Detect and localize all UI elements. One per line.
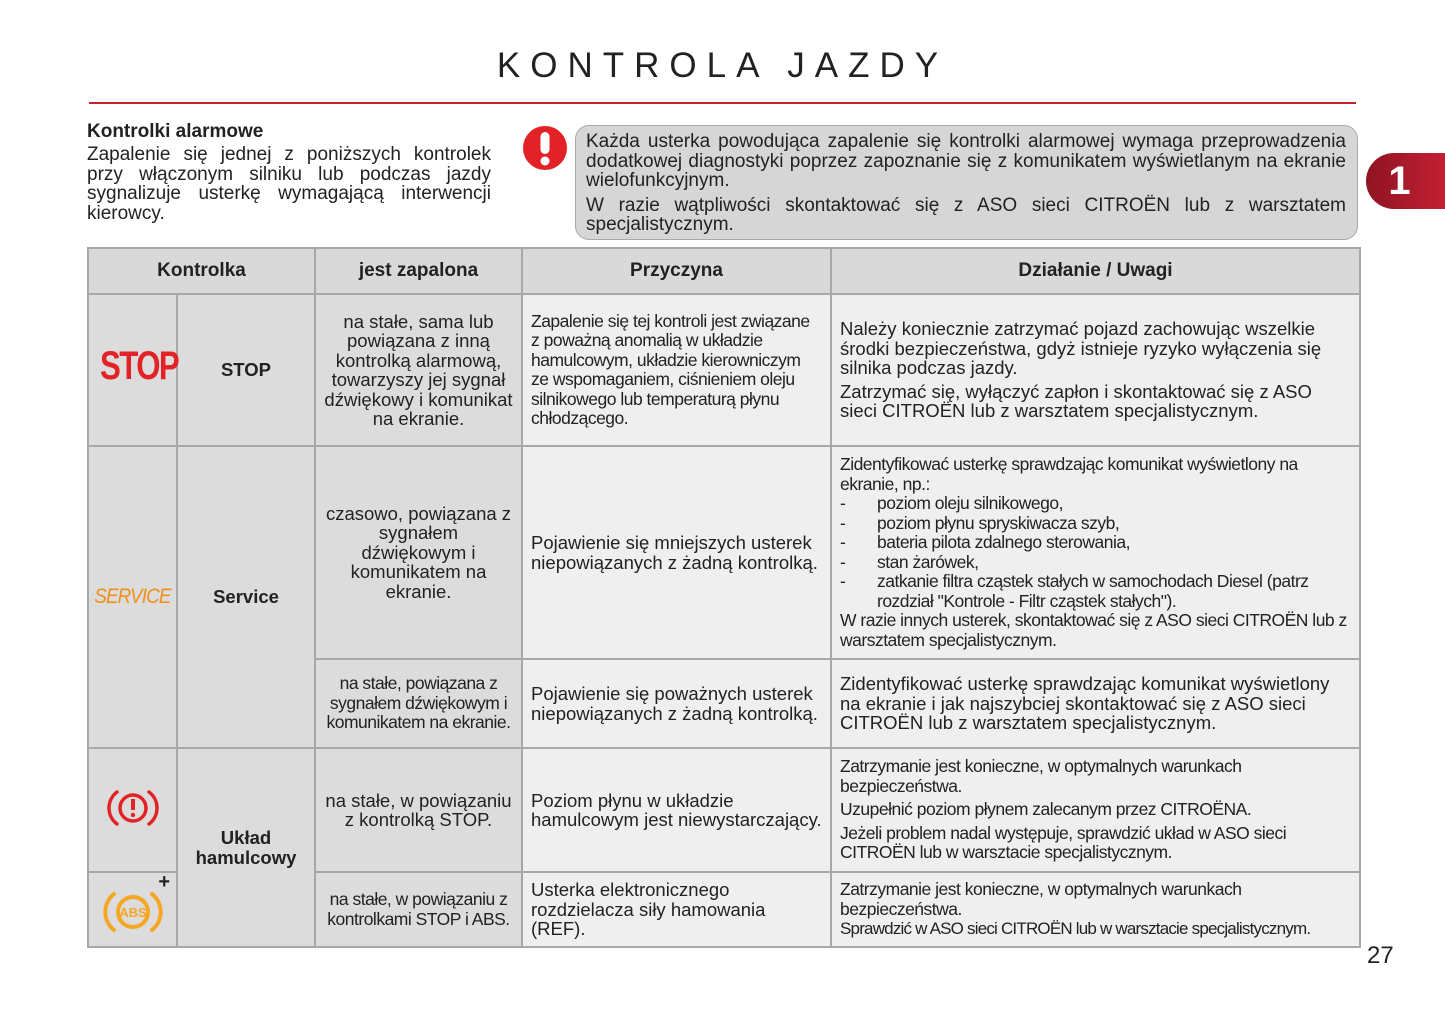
list-item: - zatkanie filtra cząstek stałych w samochodach Diesel (patrz rozdział "Kontrole - Filtr cząstek stałych"). <box>840 572 1351 611</box>
table-row-brake-fluid <box>88 748 1360 872</box>
header-jest-zapalona: jest zapalona <box>315 248 522 294</box>
header-kontrolka: Kontrolka <box>88 248 315 294</box>
brake-action-1c: Jeżeli problem nadal występuje, sprawdzić układ w ASO sieci CITROËN lub w warsztacie specjalistycznym. <box>840 822 1287 863</box>
service-lit-1: czasowo, powiązana z sygnałem dźwiękowym i komunikatem na ekranie. <box>315 446 522 659</box>
service-action-list <box>840 494 1351 611</box>
service-action-1 <box>831 446 1360 659</box>
brake-action-2a: Zatrzymanie jest konieczne, w optymalnych warunkach bezpieczeństwa. <box>840 879 1242 919</box>
service-icon-cell <box>88 446 177 748</box>
warning-note-box <box>575 125 1358 240</box>
chapter-number: 1 <box>1388 159 1411 203</box>
intro-body: Zapalenie się jednej z poniższych kontrolek przy włączonym silniku lub podczas jazdy sygnalizuje usterkę wymagającą interwencji kierowcy. <box>87 144 491 224</box>
page-title: KONTROLA JAZDY <box>496 46 949 85</box>
brake-cause-1: Poziom płynu w układzie hamulcowym jest niewystarczający. <box>522 748 831 872</box>
table-row-stop <box>88 294 1360 446</box>
exclamation-warning-icon <box>522 125 568 171</box>
chapter-tab[interactable] <box>1366 153 1445 209</box>
stop-action-2: Zatrzymać się, wyłączyć zapłon i skontaktować się z ASO sieci CITROËN lub z warsztatem specjalistycznym. <box>840 380 1312 422</box>
stop-lit: na stałe, sama lub powiązana z inną kontrolką alarmową, towarzyszy jej sygnał dźwiękowy i komunikat na ekranie. <box>315 294 522 446</box>
service-cause-2: Pojawienie się poważnych usterek niepowiązanych z żadną kontrolką. <box>522 659 831 748</box>
abs-warning-icon <box>103 889 163 935</box>
brake-cause-2: Usterka elektronicznego rozdzielacza siły hamowania (REF). <box>522 872 831 947</box>
stop-warning-icon: STOP <box>100 344 179 389</box>
brake-action-2b: Sprawdzić w ASO sieci CITROËN lub w warsztacie specjalistycznym. <box>840 919 1311 939</box>
page-number: 27 <box>1367 942 1394 969</box>
brake-action-1b: Uzupełnić poziom płynem zalecanym przez CITROËNA. <box>840 799 1252 820</box>
intro-heading: Kontrolki alarmowe <box>87 121 264 142</box>
title-divider <box>89 102 1356 104</box>
brake-action-1a: Zatrzymanie jest konieczne, w optymalnych warunkach bezpieczeństwa. <box>840 756 1242 796</box>
list-item: - poziom płynu spryskiwacza szyb, <box>840 514 1351 534</box>
list-item: - stan żarówek, <box>840 553 1351 573</box>
brake-lit-1: na stałe, w powiązaniu z kontrolką STOP. <box>315 748 522 872</box>
stop-action-1: Należy koniecznie zatrzymać pojazd zachowując wszelkie środki bezpieczeństwa, gdyż istnieje ryzyko wyłączenia się silnika podczas jazdy. <box>840 318 1322 379</box>
stop-action <box>831 294 1360 446</box>
header-przyczyna: Przyczyna <box>522 248 831 294</box>
abs-icon-cell <box>88 872 177 947</box>
service-lit-2: na stałe, powiązana z sygnałem dźwiękowym i komunikatem na ekranie. <box>315 659 522 748</box>
brake-icon-cell <box>88 748 177 872</box>
brake-action-1 <box>831 748 1360 872</box>
svg-text:ABS: ABS <box>118 904 147 920</box>
note-paragraph: Każda usterka powodująca zapalenie się kontrolki alarmowej wymaga przeprowadzenia dodatkowej diagnostyki poprzez zapoznanie się z komunikatem wyświetlanym na ekranie wielofunkcyjnym. <box>586 131 1346 191</box>
brake-name: Układ hamulcowy <box>177 748 315 947</box>
table-header-row <box>88 248 1360 294</box>
brake-action-2 <box>831 872 1360 947</box>
table-row-service-temporary <box>88 446 1360 659</box>
plus-sign: + <box>158 871 170 893</box>
service-name: Service <box>177 446 315 748</box>
service-action-2: Zidentyfikować usterkę sprawdzając komunikat wyświetlony na ekranie i jak najszybciej skontaktować się z ASO sieci CITROËN lub z warsztatem specjalistycznym. <box>831 659 1360 748</box>
note-paragraph: W razie wątpliwości skontaktować się z ASO sieci CITROËN lub z warsztatem specjalistycznym. <box>586 194 1346 235</box>
list-item: - poziom oleju silnikowego, <box>840 494 1351 514</box>
service-action-intro: Zidentyfikować usterkę sprawdzając komunikat wyświetlony na ekranie, np.: <box>840 454 1298 494</box>
brake-warning-icon <box>107 788 159 828</box>
service-cause-1: Pojawienie się mniejszych usterek niepowiązanych z żadną kontrolką. <box>522 446 831 659</box>
stop-name: STOP <box>177 294 315 446</box>
list-item: - bateria pilota zdalnego sterowania, <box>840 533 1351 553</box>
intro-section <box>87 121 491 223</box>
service-action-outro: W razie innych usterek, skontaktować się z ASO sieci CITROËN lub z warsztatem specjalistycznym. <box>840 610 1347 650</box>
stop-cause: Zapalenie się tej kontroli jest związane z poważną anomalią w układzie hamulcowym, układzie kierowniczym ze wspomaganiem, ciśnieniem oleju silnikowego lub temperaturą płynu chłodzącego. <box>522 294 831 446</box>
brake-lit-2: na stałe, w powiązaniu z kontrolkami STOP i ABS. <box>315 872 522 947</box>
warning-lights-table <box>87 247 1361 948</box>
service-warning-icon: SERVICE <box>94 585 171 609</box>
stop-icon-cell <box>88 294 177 446</box>
header-dzialanie: Działanie / Uwagi <box>831 248 1360 294</box>
